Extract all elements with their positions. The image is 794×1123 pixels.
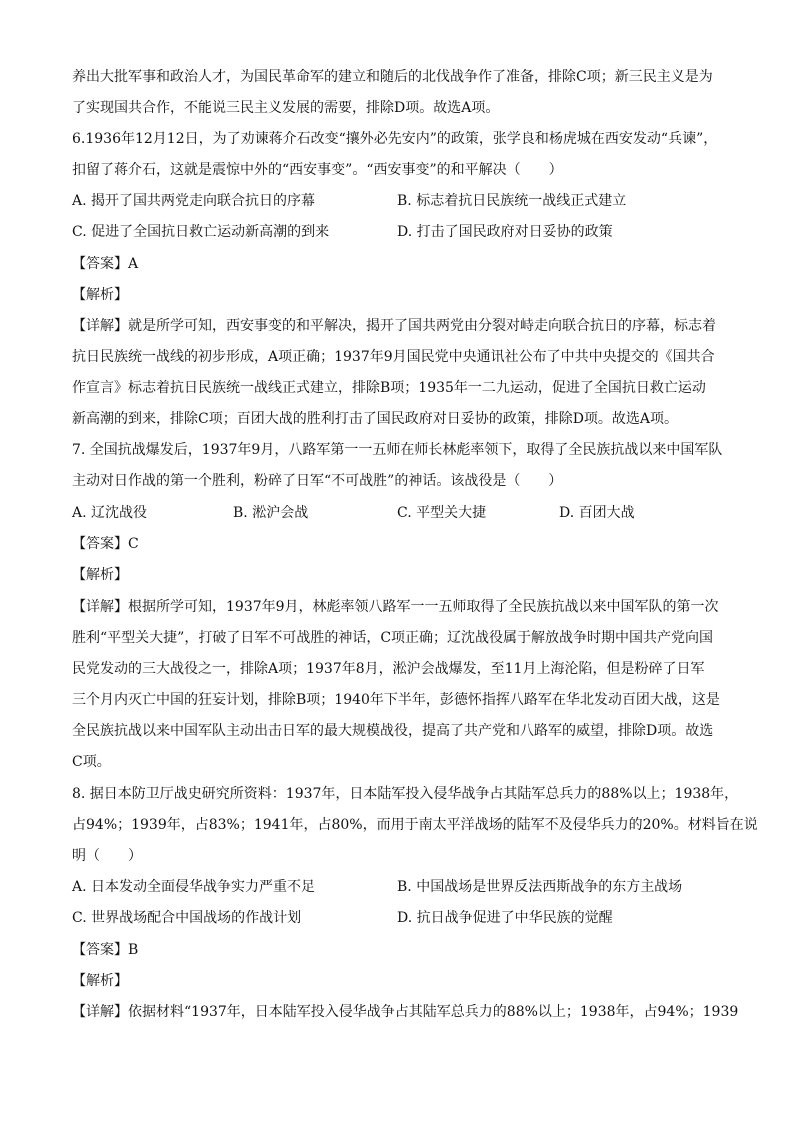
q8-option-d: D. 抗日战争促进了中华民族的觉醒 — [397, 910, 613, 926]
q6-explanation: 新高潮的到来，排除C项；百团大战的胜利打击了国民政府对日妥协的政策，排除D项。故选A项。 — [72, 411, 679, 427]
q6-analysis-heading: 【解析】 — [72, 287, 128, 303]
q8-option-c: C. 世界战场配合中国战场的作战计划 — [72, 910, 302, 926]
q7-explanation: 全民族抗战以来中国军队主动出击日军的最大规模战役，提高了共产党和八路军的威望，排除D项。故选 — [72, 723, 714, 739]
question-7-stem: 主动对日作战的第一个胜利，粉碎了日军“不可战胜”的神话。该战役是（ ） — [72, 473, 563, 489]
question-8-stem: 明（ ） — [72, 848, 142, 864]
q7-option-a: A. 辽沈战役 — [72, 505, 148, 521]
q7-option-d: D. 百团大战 — [559, 505, 635, 521]
q8-answer: 【答案】B — [72, 942, 139, 958]
q8-option-b: B. 中国战场是世界反法西斯战争的东方主战场 — [397, 879, 683, 895]
q7-explanation: 胜利“平型关大捷”，打破了日军不可战胜的神话，C项正确；辽沈战役属于解放战争时期中国共产党向国 — [72, 630, 714, 646]
question-8-stem: 8. 据日本防卫厅战史研究所资料：1937年，日本陆军投入侵华战争占其陆军总兵力的88%以上；1938年， — [72, 786, 739, 802]
question-6-stem: 6.1936年12月12日，为了劝谏蒋介石改变“攘外必先安内”的政策，张学良和杨虎城在西安发动“兵谏”， — [72, 131, 718, 147]
text-line: 了实现国共合作，不能说三民主义发展的需要，排除D项。故选A项。 — [72, 100, 500, 116]
q6-option-b: B. 标志着抗日民族统一战线正式建立 — [397, 193, 627, 209]
q7-explanation: 三个月内灭亡中国的狂妄计划，排除B项；1940年下半年，彭德怀指挥八路军在华北发动百团大战，这是 — [72, 692, 720, 708]
q7-analysis-heading: 【解析】 — [72, 567, 128, 583]
q6-option-d: D. 打击了国民政府对日妥协的政策 — [397, 224, 613, 240]
q7-option-c: C. 平型关大捷 — [397, 505, 487, 521]
question-6-stem: 扣留了蒋介石，这就是震惊中外的“西安事变”。“西安事变”的和平解决（ ） — [72, 162, 563, 178]
q7-answer: 【答案】C — [72, 536, 139, 552]
q6-explanation: 作宣言》标志着抗日民族统一战线正式建立，排除B项；1935年一二九运动，促进了全国抗日救亡运动 — [72, 380, 706, 396]
q7-explanation: 【详解】根据所学可知，1937年9月，林彪率领八路军一一五师取得了全民族抗战以来中国军队的第一次 — [72, 599, 719, 615]
q7-explanation: 民党发动的三大战役之一，排除A项；1937年8月，淞沪会战爆发，至11月上海沦陷，但是粉碎了日军 — [72, 661, 705, 677]
q8-analysis-heading: 【解析】 — [72, 973, 128, 989]
q6-explanation: 抗日民族统一战线的初步形成，A项正确；1937年9月国民党中央通讯社公布了中共中央提交的《国共合 — [72, 349, 715, 365]
q6-option-c: C. 促进了全国抗日救亡运动新高潮的到来 — [72, 224, 330, 240]
question-8-stem: 占94%；1939年，占83%；1941年，占80%，而用于南太平洋战场的陆军不及侵华兵力的20%。材料旨在说 — [72, 817, 758, 833]
q8-explanation: 【详解】依据材料“1937年，日本陆军投入侵华战争占其陆军总兵力的88%以上；1938年，占94%；1939 — [72, 1004, 739, 1020]
q7-explanation: C项。 — [72, 754, 111, 770]
q8-option-a: A. 日本发动全面侵华战争实力严重不足 — [72, 879, 316, 895]
text-line: 养出大批军事和政治人才，为国民革命军的建立和随后的北伐战争作了准备，排除C项；新三民主义是为 — [72, 69, 713, 85]
q6-answer: 【答案】A — [72, 256, 139, 272]
q6-option-a: A. 揭开了国共两党走向联合抗日的序幕 — [72, 193, 316, 209]
q6-explanation: 【详解】就是所学可知，西安事变的和平解决，揭开了国共两党由分裂对峙走向联合抗日的序幕，标志着 — [72, 318, 716, 334]
q7-option-b: B. 淞沪会战 — [233, 505, 309, 521]
question-7-stem: 7. 全国抗战爆发后，1937年9月，八路军第一一五师在师长林彪率领下，取得了全民族抗战以来中国军队 — [72, 442, 723, 458]
